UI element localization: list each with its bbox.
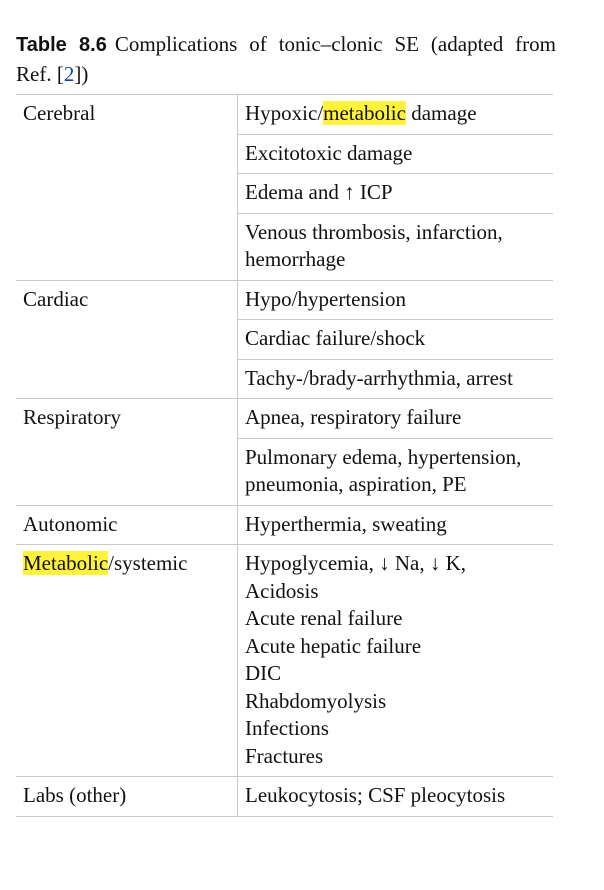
complication-cell: Hyperthermia, sweating [238,505,554,545]
complication-cell: Edema and ↑ ICP [238,174,554,214]
category-respiratory: Respiratory [16,399,238,506]
category-text: /systemic [108,551,188,575]
table-row [16,505,553,545]
complications-table [16,94,553,817]
complication-cell: Cardiac failure/shock [238,320,554,360]
complication-cell: Excitotoxic damage [238,134,554,174]
list-item: Acute renal failure [245,606,403,630]
category-metabolic-systemic [16,545,238,777]
complication-text: damage [405,101,477,125]
complication-cell: Tachy-/brady-arrhythmia, arrest [238,359,554,399]
table-row [16,545,553,777]
list-item: Fractures [245,743,324,768]
complication-cell: Leukocytosis; CSF pleocytosis [238,777,554,817]
caption-text: Complications of tonic–clonic SE (adapted from Ref. [ [16,32,556,86]
table-label: Table 8.6 [16,34,107,56]
category-autonomic: Autonomic [16,505,238,545]
table-row [16,777,553,817]
list-item: Infections [245,716,329,740]
list-item: DIC [245,661,282,685]
complication-cell [238,95,554,135]
complication-cell: Hypo/hypertension [238,280,554,320]
list-item: Acidosis [245,578,319,603]
complication-cell [238,545,554,777]
caption-text-end: ]) [74,62,89,86]
highlighted-term: metabolic [323,101,406,125]
highlighted-term: Metabolic [23,551,109,575]
category-labs: Labs (other) [16,777,238,817]
list-item: Acute hepatic failure [245,633,422,658]
category-cardiac: Cardiac [16,280,238,399]
table-row [16,399,553,439]
category-cerebral: Cerebral [16,95,238,281]
table-row [16,280,553,320]
reference-link[interactable]: 2 [63,62,75,86]
complication-cell: Venous thrombosis, infarction, hemorrhage [238,213,554,280]
list-item: Rhabdomyolysis [245,688,387,713]
complication-cell: Apnea, respiratory failure [238,399,554,439]
table-caption [16,30,556,89]
complication-text: Hypoxic/ [245,101,324,125]
complication-cell: Pulmonary edema, hypertension, pneumonia, aspiration, PE [238,438,554,505]
table-row [16,95,553,135]
list-item: Hypoglycemia, ↓ Na, ↓ K, [245,551,467,575]
